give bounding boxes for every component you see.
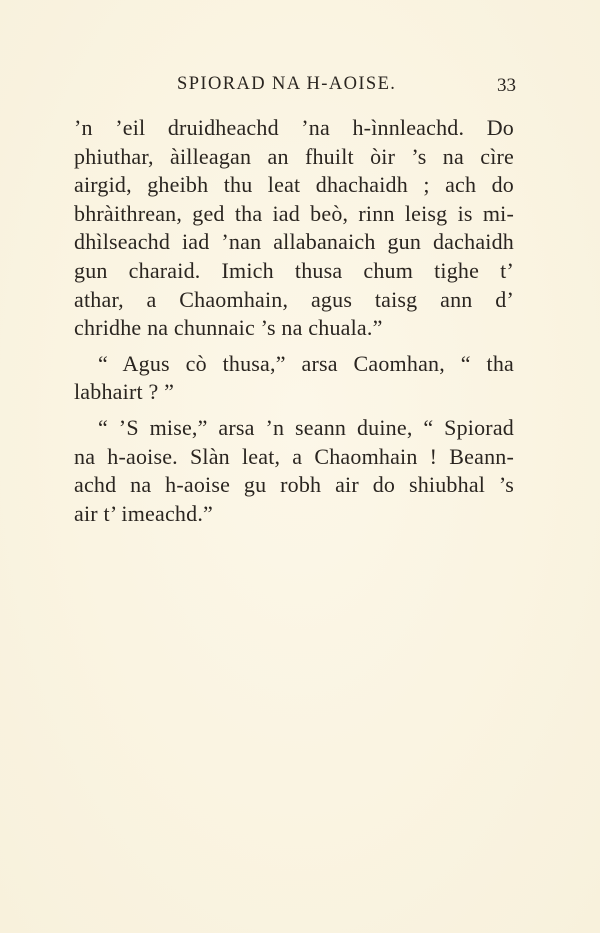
text-line: ’n ’eil druidheachd ’na h-ìnnleachd. Do bbox=[74, 115, 514, 140]
text-line: chridhe na chunnaic ’s na chuala.” bbox=[74, 315, 383, 341]
text-line: air t’ imeachd.” bbox=[74, 500, 213, 526]
paragraph bbox=[74, 414, 514, 528]
running-title: SPIORAD NA H-AOISE. bbox=[177, 74, 397, 94]
text-line: airgid, gheibh thu leat dhachaidh ; ach do bbox=[74, 172, 514, 198]
text-line: bhràithrean, ged tha iad beò, rinn leisg is mi- bbox=[74, 200, 514, 226]
text-line: na h-aoise. Slàn leat, a Chaomhain ! Beann- bbox=[74, 443, 514, 469]
text-line: achd na h-aoise gu robh air do shiubhal ’s bbox=[74, 472, 514, 498]
text-line: dhìlseachd iad ’nan allabanaich gun dachaidh bbox=[74, 229, 514, 255]
paragraph bbox=[74, 114, 514, 343]
paragraph bbox=[74, 350, 514, 407]
text-line: phiuthar, àilleagan an fhuilt òir ’s na cìre bbox=[74, 143, 514, 169]
running-head bbox=[76, 74, 516, 100]
body-text bbox=[74, 114, 514, 535]
text-line: gun charaid. Imich thusa chum tighe t’ bbox=[74, 257, 514, 283]
text-line: athar, a Chaomhain, agus taisg ann d’ bbox=[74, 286, 514, 312]
text-line: “ Agus cò thusa,” arsa Caomhan, “ tha bbox=[98, 350, 514, 376]
text-line: “ ’S mise,” arsa ’n seann duine, “ Spiorad bbox=[98, 414, 514, 440]
page-number: 33 bbox=[497, 75, 516, 96]
text-line: labhairt ? ” bbox=[74, 379, 175, 405]
